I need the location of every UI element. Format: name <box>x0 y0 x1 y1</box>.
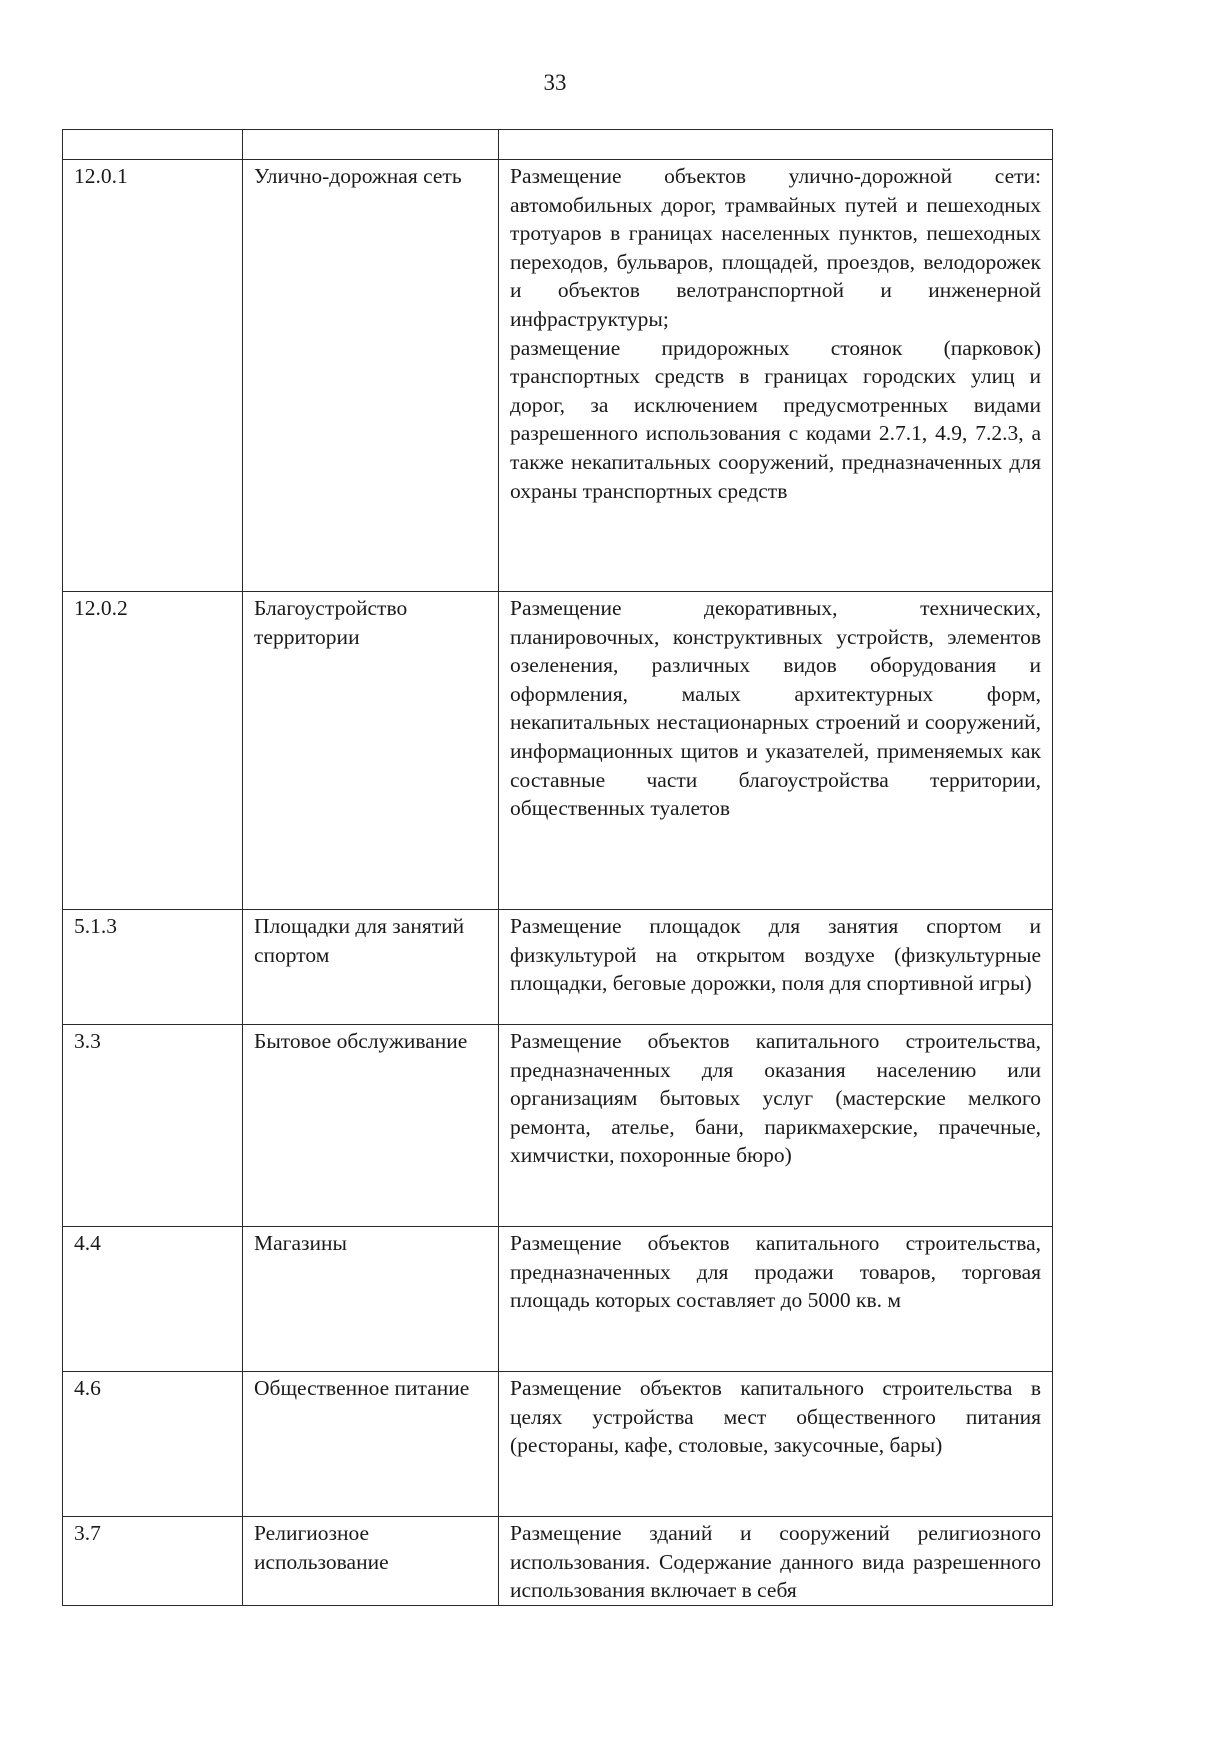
row-name: Улично-дорожная сеть <box>243 160 499 592</box>
description-paragraph: размещение придорожных стоянок (парковок) транспортных средств в границах городских улиц и дорог, за исключением предусмотренных видами разрешенного использования с кодами 2.7.1, 4.9, 7.2.3, а также некапитальных сооружений, предназначенных для охраны транспортных средств <box>510 335 1041 503</box>
row-description <box>499 160 1053 592</box>
row-code: 5.1.3 <box>63 910 243 1025</box>
table-row <box>63 1517 1053 1606</box>
table-row <box>63 160 1053 592</box>
table-row <box>63 1025 1053 1227</box>
row-name: Благоустройство территории <box>243 592 499 910</box>
table-header-row <box>63 130 1053 160</box>
row-code: 12.0.1 <box>63 160 243 592</box>
header-cell-code <box>63 130 243 160</box>
row-name: Магазины <box>243 1227 499 1372</box>
row-code: 4.6 <box>63 1372 243 1517</box>
row-code: 3.3 <box>63 1025 243 1227</box>
description-paragraph: Размещение объектов улично-дорожной сети: автомобильных дорог, трамвайных путей и пешеходных тротуаров в границах населенных пунктов, пешеходных переходов, бульваров, площадей, проездов, велодорожек и объектов велотранспортной и инженерной инфраструктуры; <box>510 164 1041 331</box>
row-description: Размещение объектов капитального строительства в целях устройства мест общественного питания (рестораны, кафе, столовые, закусочные, бары) <box>499 1372 1053 1517</box>
land-use-table <box>62 129 1053 1606</box>
table-row <box>63 592 1053 910</box>
row-name: Общественное питание <box>243 1372 499 1517</box>
page-number: 33 <box>543 70 567 95</box>
row-description: Размещение площадок для занятия спортом и физкультурой на открытом воздухе (физкультурные площадки, беговые дорожки, поля для спортивной игры) <box>499 910 1053 1025</box>
header-cell-description <box>499 130 1053 160</box>
row-description: Размещение объектов капитального строительства, предназначенных для продажи товаров, торговая площадь которых составляет до 5000 кв. м <box>499 1227 1053 1372</box>
row-description: Размещение объектов капитального строительства, предназначенных для оказания населению или организациям бытовых услуг (мастерские мелкого ремонта, ателье, бани, парикмахерские, прачечные, химчистки, похоронные бюро) <box>499 1025 1053 1227</box>
row-name: Бытовое обслуживание <box>243 1025 499 1227</box>
row-name: Площадки для занятий спортом <box>243 910 499 1025</box>
table-row <box>63 910 1053 1025</box>
row-name: Религиозное использование <box>243 1517 499 1606</box>
row-code: 4.4 <box>63 1227 243 1372</box>
header-cell-name <box>243 130 499 160</box>
row-code: 3.7 <box>63 1517 243 1606</box>
row-code: 12.0.2 <box>63 592 243 910</box>
table-row <box>63 1372 1053 1517</box>
table-row <box>63 1227 1053 1372</box>
row-description: Размещение декоративных, технических, планировочных, конструктивных устройств, элементов озеленения, различных видов оборудования и оформления, малых архитектурных форм, некапитальных нестационарных строений и сооружений, информационных щитов и указателей, применяемых как составные части благоустройства территории, общественных туалетов <box>499 592 1053 910</box>
row-description: Размещение зданий и сооружений религиозного использования. Содержание данного вида разрешенного использования включает в себя <box>499 1517 1053 1606</box>
